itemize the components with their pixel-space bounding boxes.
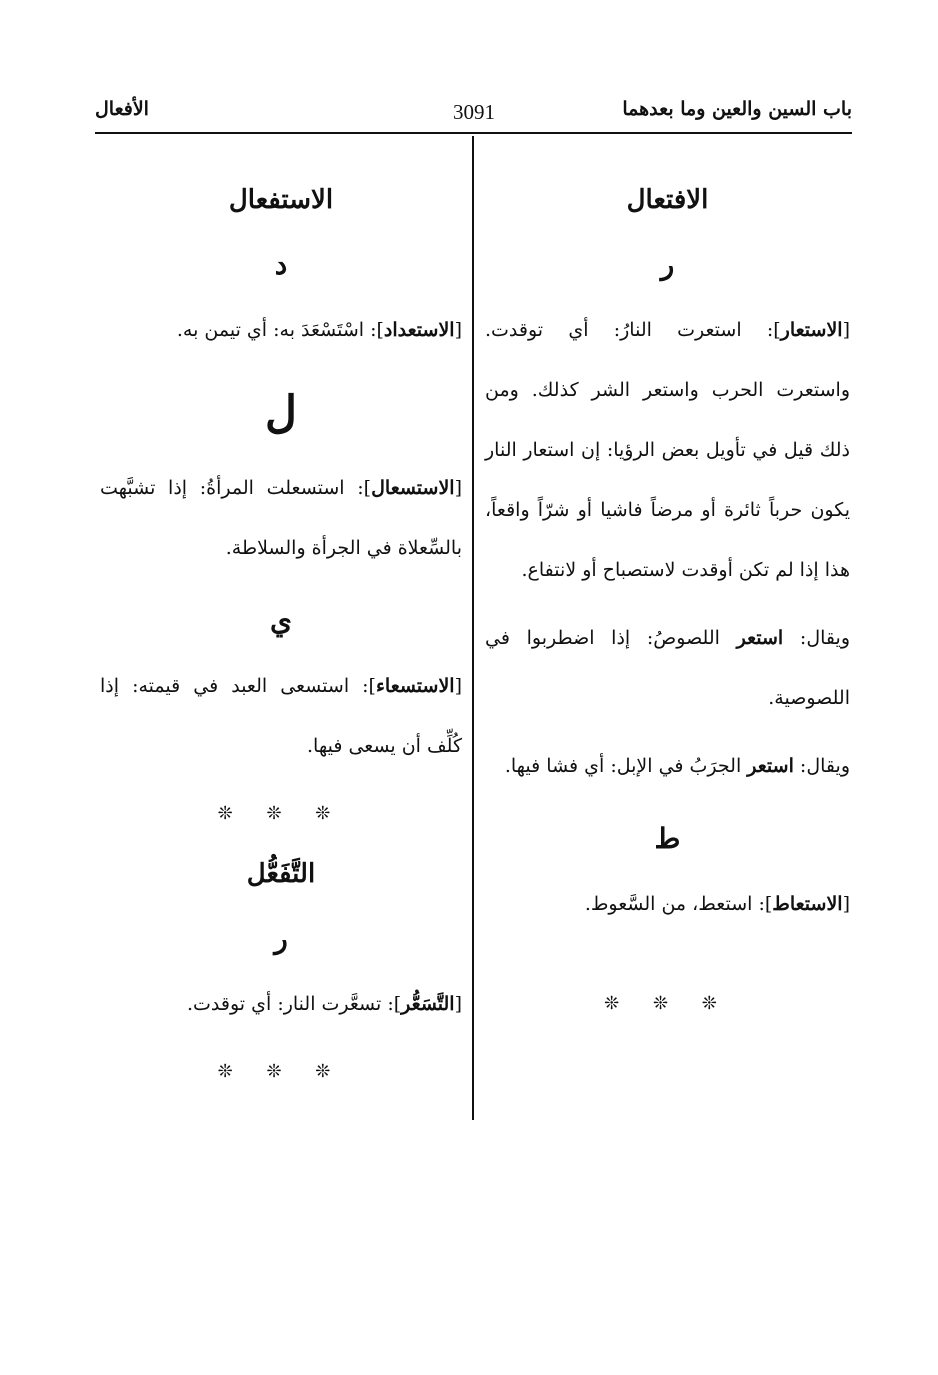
page-header	[95, 92, 852, 134]
entry-headword: الاستعاط	[772, 893, 843, 915]
entry-headword: التَّسَعُّر	[401, 993, 455, 1015]
entry-definition: : استعرت النارُ: أي توقدت. واستعرت الحرب واستعر الشر كذلك. ومن ذلك قيل في تأويل بعض الرؤيا: إن استعار النار يكون حرباً ثائرة أو مرضاً فاشيا أو شرّاً واقعاً، هذا إذا لم تكن أوقدت لاستصباح أو لانتفاع.	[485, 319, 850, 581]
entry-istaar-lusus	[485, 608, 850, 728]
entry-istisaal: [الاستسعال]: استسعلت المرأةُ: إذا تشبَّهت بالسِّعلاة في الجرأة والسلاطة.	[100, 477, 462, 559]
entry-definition: : تسعَّرت النار: أي توقدت.	[187, 993, 394, 1015]
entry-tasaur: [التَّسَعُّر]: تسعَّرت النار: أي توقدت.	[187, 993, 462, 1015]
page-number: 3091	[453, 100, 495, 124]
entry-headword: الاستعداد	[383, 319, 455, 341]
letter-heading-ra: ر	[274, 922, 288, 955]
entry-definition: : استسعلت المرأةُ: إذا تشبَّهت بالسِّعلاة في الجرأة والسلاطة.	[100, 477, 462, 559]
entry-headword: استعر	[747, 755, 794, 777]
section-end-stars: ❊ ❊ ❊	[604, 993, 731, 1014]
section-end-stars: ❊ ❊ ❊	[217, 1061, 345, 1082]
section-title-iftiaal: الافتعال	[626, 185, 709, 215]
section-title-istifaal: الاستفعال	[228, 185, 334, 215]
letter-heading-ya: ي	[270, 604, 292, 637]
chapter-title: باب السين والعين وما بعدهما	[622, 98, 852, 120]
letter-heading-ta: ط	[654, 822, 681, 855]
entry-definition: الجرَبُ في الإبل: أي فشا فيها.	[504, 755, 742, 777]
right-column	[485, 170, 850, 1034]
entry-headword: الاستعار	[780, 319, 843, 341]
entry-definition: : استسعى العبد في قيمته: إذا كُلِّف أن يسعى فيها.	[100, 675, 462, 757]
entry-definition: : استعط، من السَّعوط.	[584, 893, 765, 915]
section-running-title: الأفعال	[95, 98, 149, 120]
entry-prefix: ويقال:	[799, 755, 850, 777]
entry-istisaad: [الاستعداد]: اسْتَسْعَدَ به: أي تيمن به.	[176, 319, 462, 341]
entry-istiaar: [الاستعار]: استعرت النارُ: أي توقدت. واستعرت الحرب واستعر الشر كذلك. ومن ذلك قيل في تأويل بعض الرؤيا: إن استعار النار يكون حرباً ثائرة أو مرضاً فاشيا أو شرّاً واقعاً، هذا إذا لم تكن أوقدت لاستصباح أو لانتفاع.	[485, 319, 850, 581]
entry-istisaa: [الاستسعاء]: استسعى العبد في قيمته: إذا كُلِّف أن يسعى فيها.	[100, 675, 462, 757]
entry-prefix: ويقال:	[799, 627, 850, 649]
entry-headword: استعر	[736, 627, 784, 649]
left-column	[100, 170, 462, 1102]
letter-heading-lam: ل	[265, 387, 297, 438]
entry-istaar-jarab	[485, 736, 850, 796]
section-title-tafaul: التَّفَعُّل	[246, 859, 316, 889]
entry-definition: اللصوصُ: إذا اضطربوا في اللصوصية.	[485, 627, 850, 709]
letter-heading-ra: ر	[660, 248, 675, 281]
section-end-stars: ❊ ❊ ❊	[217, 803, 345, 824]
entry-headword: الاستسعاء	[375, 675, 455, 697]
entry-definition: : اسْتَسْعَدَ به: أي تيمن به.	[176, 319, 377, 341]
entry-istiaat: [الاستعاط]: استعط، من السَّعوط.	[584, 893, 850, 915]
column-divider	[472, 136, 474, 1120]
letter-heading-dal: د	[274, 248, 288, 281]
entry-headword: الاستسعال	[371, 477, 455, 499]
